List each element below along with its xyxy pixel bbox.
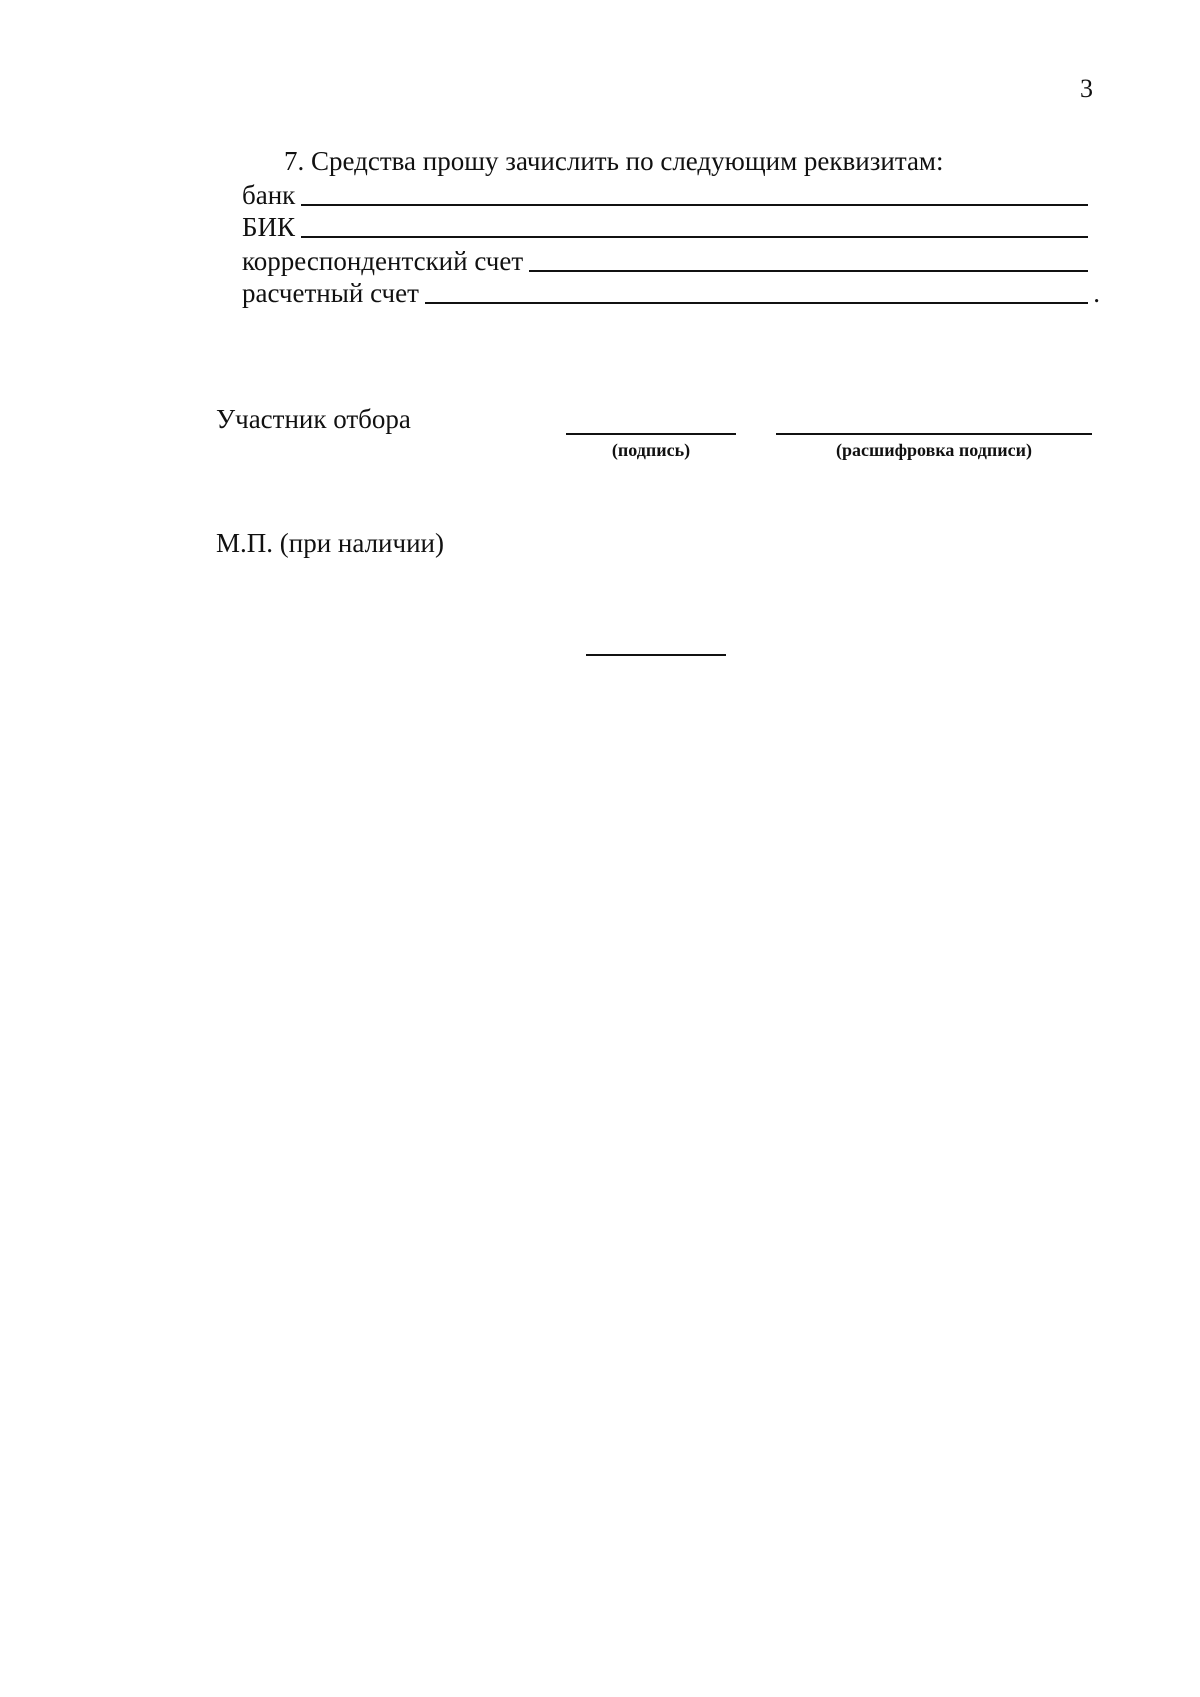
field-label-settlement-account: расчетный счет [242,278,419,308]
field-line-bik [301,236,1088,238]
field-label-bik: БИК [242,212,296,242]
field-line-bank [301,204,1088,206]
field-label-correspondent-account: корреспондентский счет [242,246,524,276]
signature-line [566,433,736,435]
field-end-settlement-account: . [1093,278,1100,308]
field-line-correspondent-account [529,270,1088,272]
signature-caption: (подпись) [611,440,691,460]
field-row-bank [242,178,1100,210]
field-row-correspondent-account [242,244,1100,276]
signature-decode-line [776,433,1092,435]
field-row-settlement-account [242,276,1100,308]
field-line-settlement-account [425,302,1088,304]
field-label-bank: банк [242,180,296,210]
page-number: 3 [1080,74,1093,103]
stamp-label: М.П. (при наличии) [216,528,444,558]
signature-decode-caption: (расшифровка подписи) [836,440,1032,460]
field-row-bik [242,210,1100,242]
section-heading: 7. Средства прошу зачислить по следующим реквизитам: [284,146,944,176]
end-rule [586,654,726,656]
participant-label: Участник отбора [216,404,411,434]
